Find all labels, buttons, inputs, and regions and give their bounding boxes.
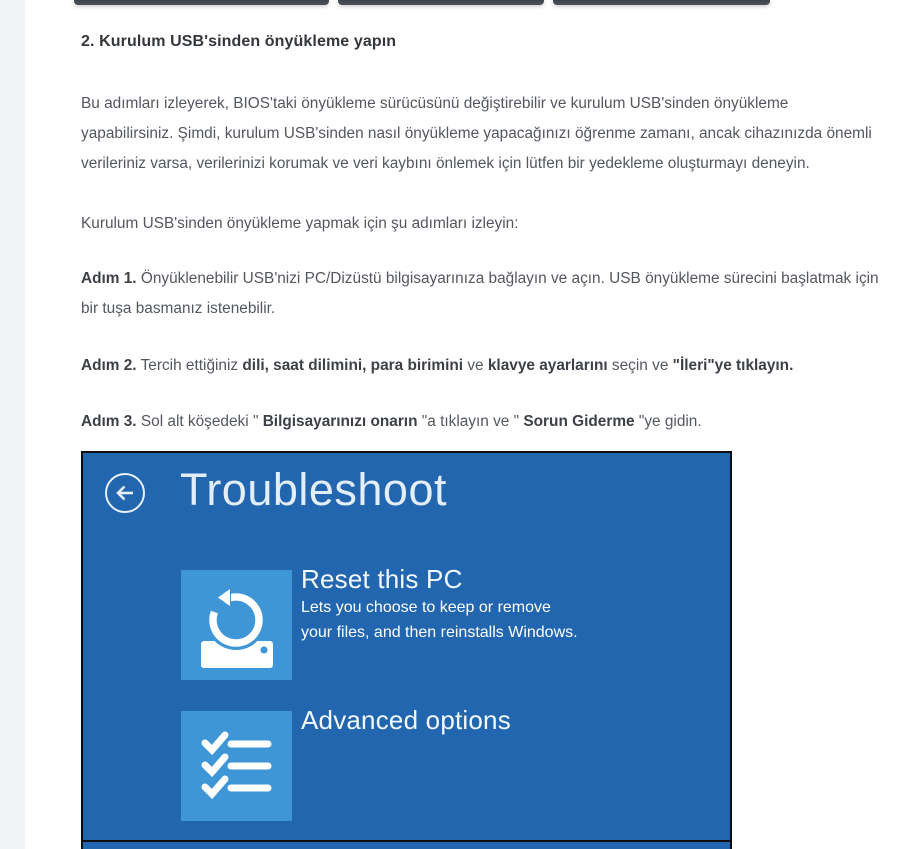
troubleshoot-screenshot-image <box>81 451 732 842</box>
advanced-options-icon <box>181 711 292 821</box>
intro-paragraph: Bu adımları izleyerek, BIOS'taki önyükleme sürücüsünü değiştirebilir ve kurulum USB'sinden önyükleme yapabilirsiniz. Şimdi, kurulum USB'sinden nasıl önyükleme yapacağınızı öğrenme zamanı, ancak cihazınızda önemli verileriniz varsa, verilerinizi korumak ve veri kaybını önlemek için lütfen bir yedekleme oluşturmayı deneyin. <box>81 95 872 173</box>
option-title-reset: Reset this PC <box>301 564 463 594</box>
next-screenshot-cropped <box>81 842 732 849</box>
step-3-label: Adım 3. <box>81 413 137 431</box>
option-title-advanced: Advanced options <box>301 705 511 735</box>
option-desc-reset: Lets you choose to keep or remove your files, and then reinstalls Windows. <box>301 599 578 641</box>
step-2-paragraph: Adım 2. Tercih ettiğiniz dili, saat dilimini, para birimini ve klavye ayarlarını seçin ve "İleri"ye tıklayın. <box>81 357 794 375</box>
list-intro-paragraph: Kurulum USB'sinden önyükleme yapmak için şu adımları izleyin: <box>81 215 519 233</box>
step-2-label: Adım 2. <box>81 357 137 375</box>
step-1-paragraph: Adım 1. Önyüklenebilir USB'nizi PC/Dizüstü bilgisayarınıza bağlayın ve açın. USB önyükleme sürecini başlatmak için bir tuşa basmanız istenebilir. <box>81 270 879 318</box>
cropped-thumbnail-1 <box>74 0 329 5</box>
cropped-thumbnail-2 <box>338 0 544 5</box>
step-1-label: Adım 1. <box>81 270 137 288</box>
reset-pc-icon <box>181 570 292 680</box>
back-arrow-icon <box>105 473 145 513</box>
section-heading: 2. Kurulum USB'sinden önyükleme yapın <box>81 33 397 50</box>
screenshot-title: Troubleshoot <box>180 464 447 515</box>
step-3-paragraph: Adım 3. Sol alt köşedeki " Bilgisayarınızı onarın "a tıklayın ve " Sorun Giderme "ye gidin. <box>81 413 702 431</box>
cropped-thumbnail-3 <box>553 0 770 5</box>
page-left-gutter <box>0 0 25 849</box>
